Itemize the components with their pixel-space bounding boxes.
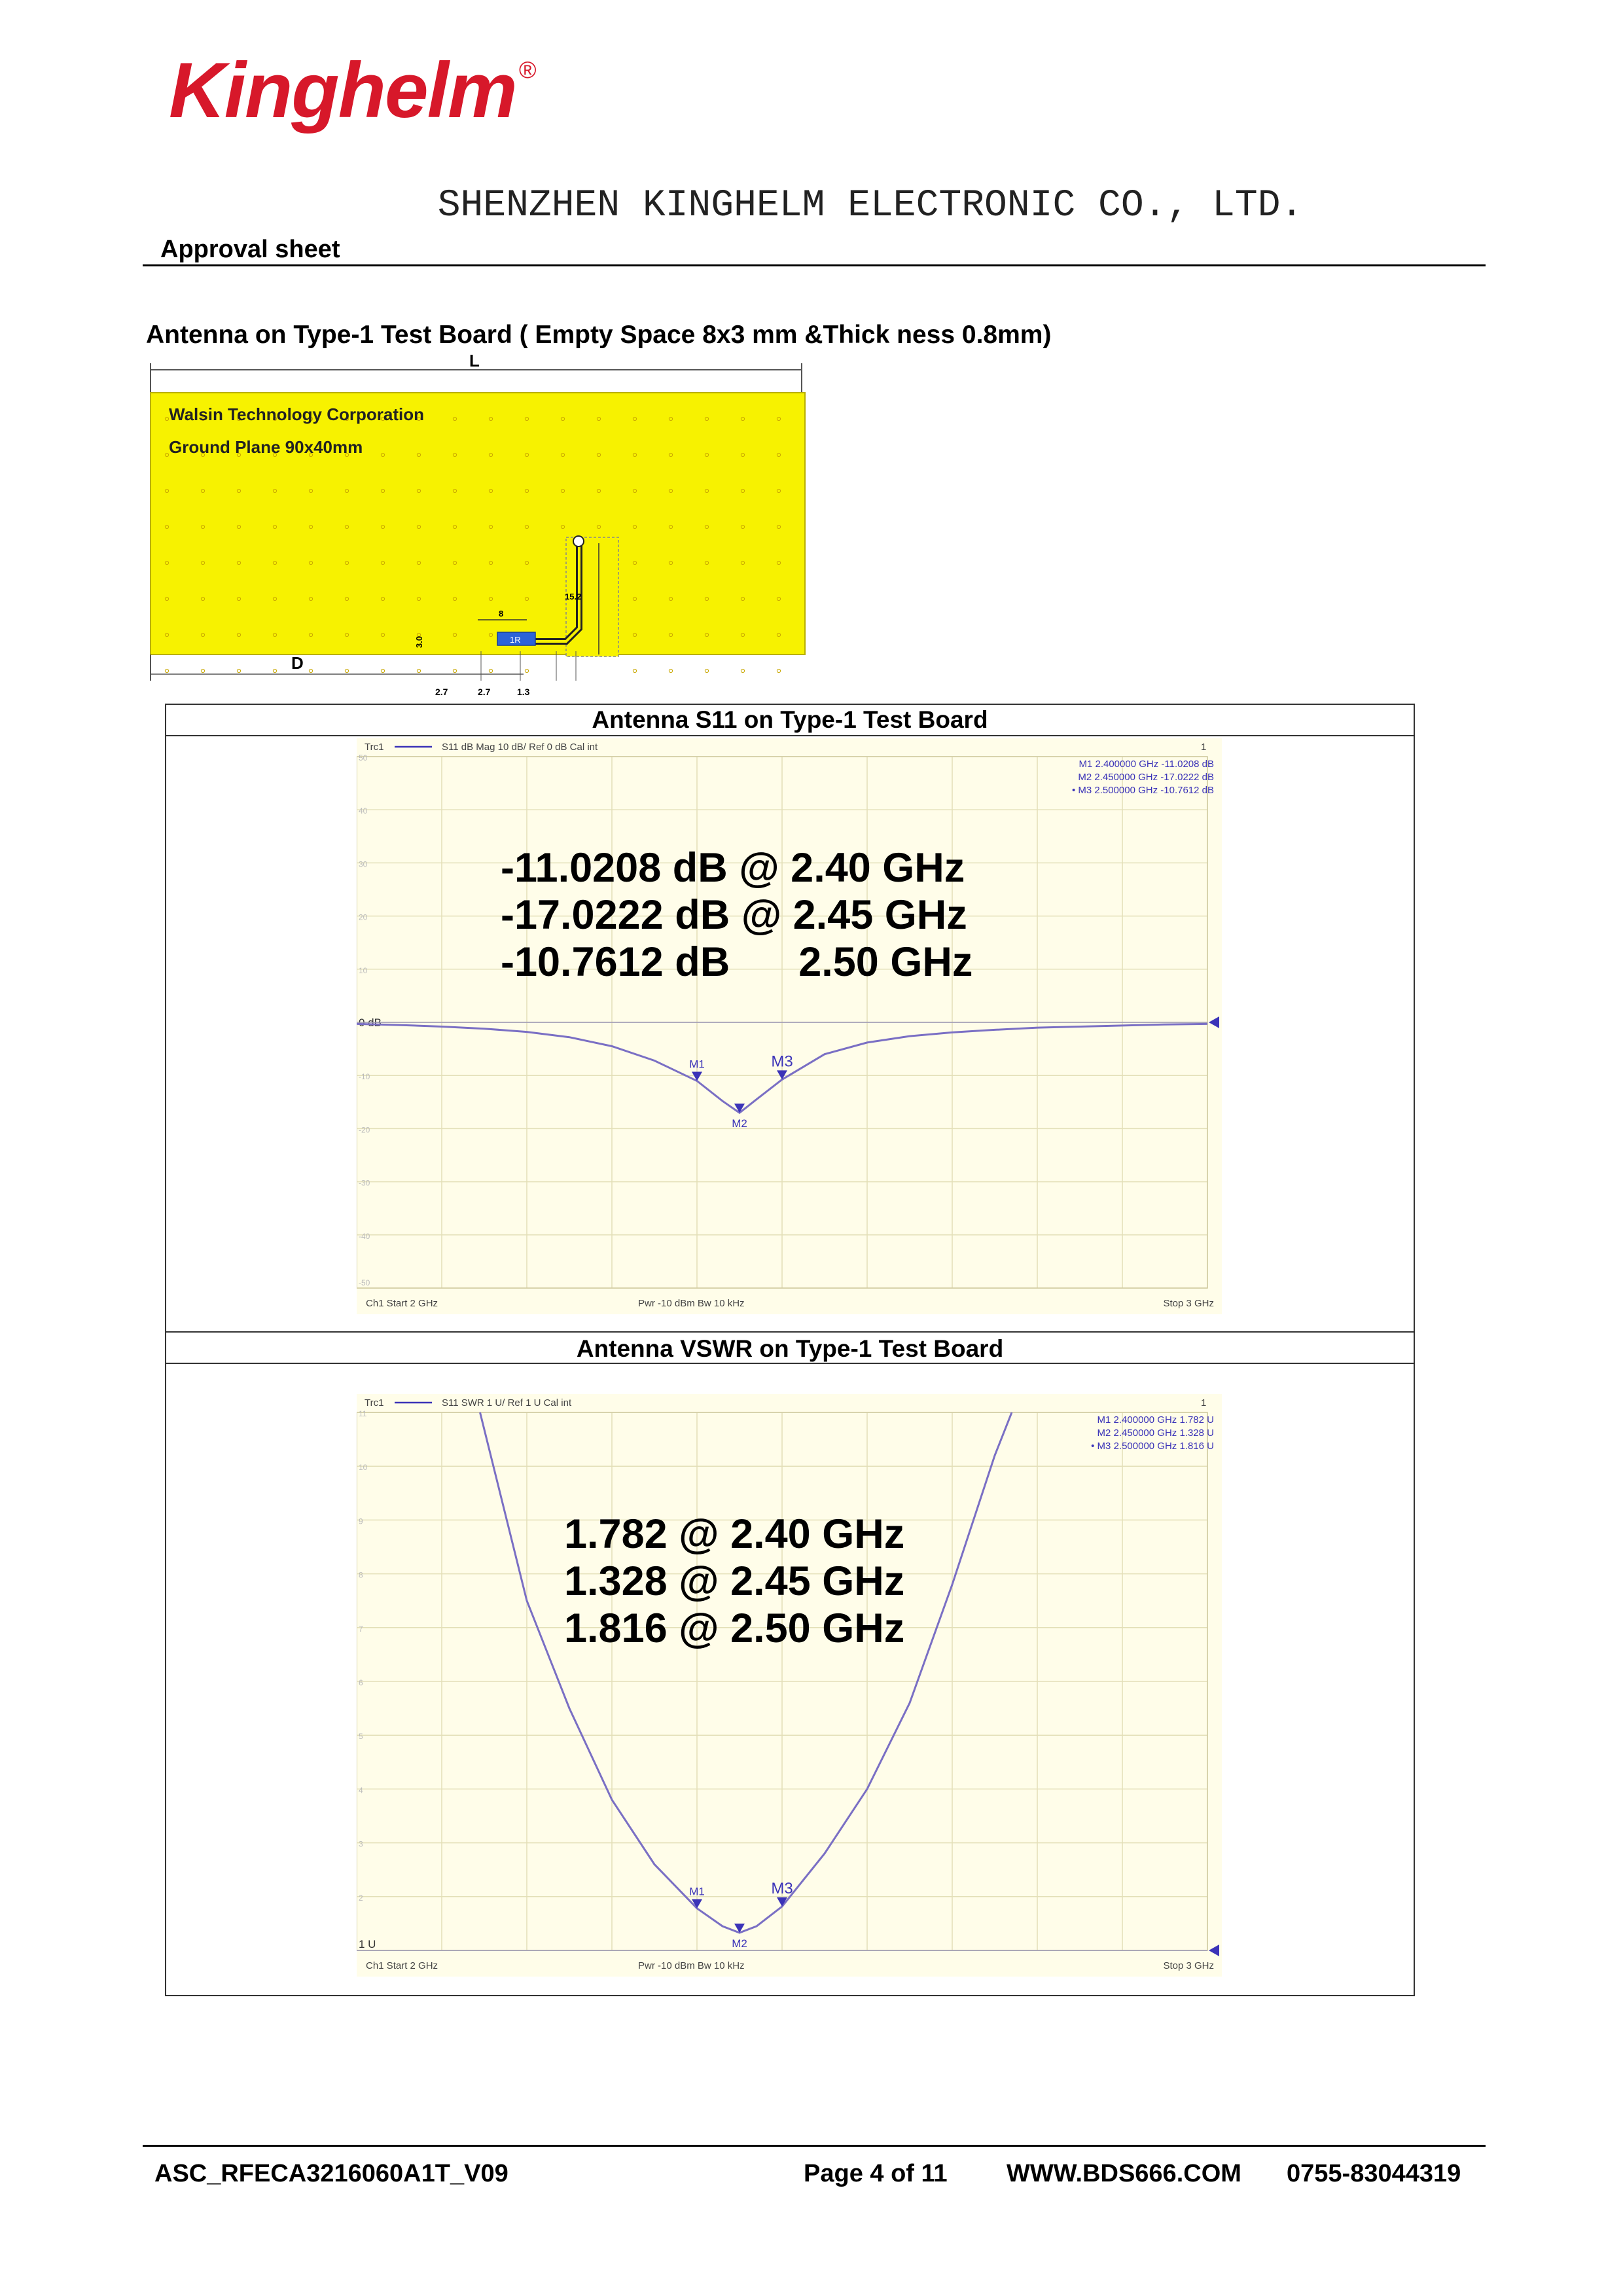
y-tick-label: 7 <box>359 1624 363 1634</box>
via-dot <box>273 669 276 672</box>
footer-stop: Stop 3 GHz <box>1163 1960 1214 1971</box>
s11-overlay-line-2: -17.0222 dB @ 2.45 GHz <box>501 892 967 938</box>
via-dot <box>381 669 384 672</box>
channel-number: 1 <box>1201 1397 1207 1408</box>
footer-start: Ch1 Start 2 GHz <box>366 1298 438 1309</box>
via-dot <box>489 669 492 672</box>
label-D: D <box>291 653 304 673</box>
dim-8: 8 <box>499 609 504 619</box>
footer-mid: Pwr -10 dBm Bw 10 kHz <box>638 1960 745 1971</box>
company-name: SHENZHEN KINGHELM ELECTRONIC CO., LTD. <box>437 185 1304 227</box>
marker-label-m2: M2 <box>732 1937 747 1950</box>
y-tick-label: 8 <box>359 1570 363 1580</box>
y-tick-label: 6 <box>359 1678 363 1687</box>
via-dot <box>237 669 240 672</box>
vswr-table-title: Antenna VSWR on Type-1 Test Board <box>576 1335 1004 1362</box>
website: WWW.BDS666.COM <box>1007 2160 1241 2187</box>
chip-label: 1R <box>510 635 521 645</box>
marker-label-m2: M2 <box>732 1117 747 1130</box>
y-tick-label: 9 <box>359 1516 363 1526</box>
y-tick-label: 2 <box>359 1893 363 1903</box>
dim-2-7b: 2.7 <box>478 687 491 697</box>
marker-readout-row: M1 2.400000 GHz -11.0208 dB <box>1079 759 1214 770</box>
y-tick-label: 30 <box>359 859 368 869</box>
s11-overlay-line-3: -10.7612 dB 2.50 GHz <box>501 939 973 985</box>
dim-3-0: 3.0 <box>414 636 424 648</box>
footer-divider <box>143 2145 1486 2147</box>
footer-start: Ch1 Start 2 GHz <box>366 1960 438 1971</box>
trace-label: Trc1 <box>365 1397 384 1408</box>
dim-2-7a: 2.7 <box>435 687 448 697</box>
page-number: Page 4 of 11 <box>804 2160 948 2187</box>
ground-plane <box>151 393 805 655</box>
marker-readout-row: M1 2.400000 GHz 1.782 U <box>1097 1414 1214 1426</box>
s11-chart <box>357 738 1222 1314</box>
table-row-divider <box>165 1331 1415 1333</box>
table-row-divider <box>165 735 1415 736</box>
via-dot <box>669 669 672 672</box>
section-title: Antenna on Type-1 Test Board ( Empty Space 8x3 mm &Thick ness 0.8mm) <box>146 321 1052 349</box>
footer-mid: Pwr -10 dBm Bw 10 kHz <box>638 1298 745 1309</box>
via-dot <box>201 669 204 672</box>
y-tick-label: -10 <box>359 1072 370 1082</box>
marker-label-m3: M3 <box>771 1879 793 1897</box>
via-dot <box>525 669 528 672</box>
y-tick-label: -30 <box>359 1178 370 1188</box>
feed-point <box>573 536 584 547</box>
marker-readout-row: M2 2.450000 GHz 1.328 U <box>1097 1427 1214 1439</box>
dim-1-3: 1.3 <box>517 687 530 697</box>
doc-id: ASC_RFECA3216060A1T_V09 <box>154 2160 508 2187</box>
y-tick-label: 0 dB <box>359 1016 382 1029</box>
board-ground-label: Ground Plane 90x40mm <box>169 437 363 457</box>
test-board-drawing <box>147 353 808 697</box>
marker-label-m3: M3 <box>771 1052 793 1071</box>
channel-number: 1 <box>1201 742 1207 753</box>
trace-desc: S11 SWR 1 U/ Ref 1 U Cal int <box>442 1397 572 1408</box>
y-tick-label: 10 <box>359 1463 368 1473</box>
y-tick-label: 5 <box>359 1732 363 1742</box>
via-dot <box>453 669 456 672</box>
marker-readout-row: M2 2.450000 GHz -17.0222 dB <box>1078 772 1214 783</box>
label-L: L <box>469 353 480 370</box>
via-dot <box>777 669 780 672</box>
y-tick-label: 1 U <box>359 1938 376 1950</box>
y-tick-label: 50 <box>359 753 368 762</box>
y-tick-label: -40 <box>359 1231 370 1241</box>
vswr-overlay-line-3: 1.816 @ 2.50 GHz <box>564 1605 905 1651</box>
marker-readout-row: • M3 2.500000 GHz -10.7612 dB <box>1071 785 1214 796</box>
board-corp-label: Walsin Technology Corporation <box>169 404 424 424</box>
marker-label-m1: M1 <box>689 1885 705 1898</box>
phone: 0755-83044319 <box>1287 2160 1461 2187</box>
s11-table-title: Antenna S11 on Type-1 Test Board <box>592 706 988 733</box>
y-tick-label: 20 <box>359 912 368 922</box>
header-divider <box>143 264 1486 266</box>
doc-type: Approval sheet <box>160 236 340 263</box>
trace-label: Trc1 <box>365 742 384 753</box>
y-tick-label: 40 <box>359 806 368 816</box>
vswr-overlay-line-2: 1.328 @ 2.45 GHz <box>564 1558 905 1604</box>
via-dot <box>309 669 312 672</box>
via-dot <box>345 669 348 672</box>
s11-overlay-line-1: -11.0208 dB @ 2.40 GHz <box>501 845 965 891</box>
table-row-divider <box>165 1363 1415 1364</box>
y-tick-label: 4 <box>359 1785 363 1795</box>
via-dot <box>705 669 708 672</box>
via-dot <box>417 669 420 672</box>
marker-readout-row: • M3 2.500000 GHz 1.816 U <box>1091 1441 1214 1452</box>
y-tick-label: -50 <box>359 1278 370 1287</box>
via-dot <box>633 669 636 672</box>
company-logo: Kinghelm <box>169 46 516 134</box>
y-tick-label: 11 <box>359 1409 367 1418</box>
via-dot <box>741 669 744 672</box>
y-tick-label: 10 <box>359 965 368 975</box>
vswr-overlay-line-1: 1.782 @ 2.40 GHz <box>564 1511 905 1557</box>
y-tick-label: 3 <box>359 1839 363 1849</box>
footer-stop: Stop 3 GHz <box>1163 1298 1214 1309</box>
registered-mark: ® <box>519 56 537 83</box>
marker-label-m1: M1 <box>689 1058 705 1071</box>
vswr-chart <box>357 1394 1222 1977</box>
y-tick-label: -20 <box>359 1125 370 1135</box>
via-dot <box>165 669 168 672</box>
trace-desc: S11 dB Mag 10 dB/ Ref 0 dB Cal int <box>442 742 598 753</box>
dim-15-2: 15.2 <box>565 592 582 601</box>
